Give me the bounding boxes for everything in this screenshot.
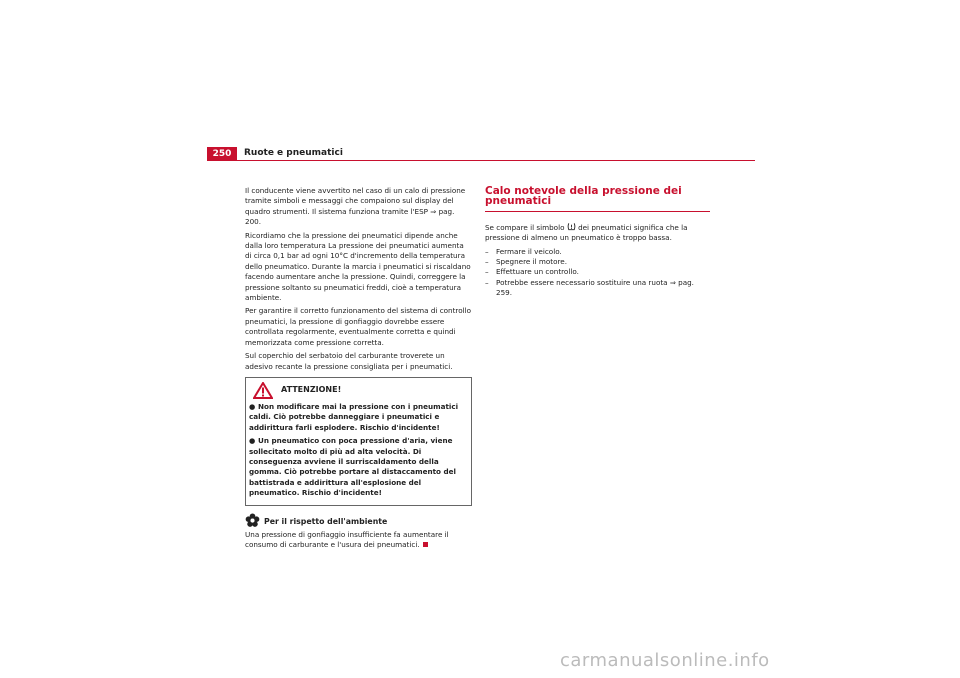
step-item: – Potrebbe essere necessario sostituire una ruota ⇒ pag. 259.: [485, 277, 694, 298]
paragraph-2: Ricordiamo che la pressione dei pneumatici dipende anche dalla loro temperatura La pressione dei pneumatici aumenta di circa 0,1 bar ad ogni 10°C d'incremento della temperatura dello pneumatico. Durante la marcia i pneumatici si riscaldano facendo aumentare anche la pressione. Quindi, correggere la pressione soltanto su pneumatici freddi, cioè a temperatura ambiente.: [245, 230, 471, 303]
watermark: carmanualsonline.info: [560, 650, 770, 671]
environment-title: Per il rispetto dell'ambiente: [264, 517, 388, 527]
flower-icon: [245, 513, 260, 528]
warning-header: [249, 382, 468, 399]
section-title: Calo notevole della pressione dei pneumatici: [485, 186, 710, 212]
warning-item: ● Un pneumatico con poca pressione d'aria, viene sollecitato molto di più ad alta velocità. Di conseguenza avviene il surriscaldamento della gomma. Ciò potrebbe portare al distaccamento del battistrada e addirittura all'esplosione del pneumatico. Rischio d'incidente!: [249, 436, 456, 498]
paragraph-3: Per garantire il corretto funzionamento del sistema di controllo pneumatici, la pressione di gonfiaggio dovrebbe essere controllata regolarmente, eventualmente corretta e quindi memorizzata come pressione corretta.: [245, 306, 472, 347]
chapter-title: Ruote e pneumatici: [244, 148, 343, 158]
page-number: 250: [207, 147, 237, 161]
tyre-pressure-icon: [567, 222, 576, 231]
end-of-section-mark: [423, 542, 428, 547]
left-column: [245, 186, 472, 553]
warning-box: [245, 377, 472, 506]
step-item: – Fermare il veicolo.: [485, 246, 562, 256]
environment-header: [245, 513, 472, 528]
step-item: – Spegnere il motore.: [485, 257, 567, 267]
paragraph-4: Sul coperchio del serbatoio del carburante troverete un adesivo recante la pressione consigliata per i pneumatici.: [245, 351, 453, 371]
paragraph-1: Il conducente viene avvertito nel caso di un calo di pressione tramite simboli e messaggi che compaiono sul display del quadro strumenti. Il sistema funziona tramite l'ESP ⇒ pag. 200.: [245, 186, 466, 227]
right-column: [485, 186, 712, 299]
environment-text: Una pressione di gonfiaggio insufficiente fa aumentare il consumo di carburante e l'usura dei pneumatici.: [245, 529, 449, 549]
warning-title: ATTENZIONE!: [281, 385, 342, 395]
step-item: – Effettuare un controllo.: [485, 267, 579, 277]
intro-paragraph: Se compare il simbolo dei pneumatici significa che la pressione di almeno un pneumatico è troppo bassa.: [485, 222, 688, 243]
warning-item: ● Non modificare mai la pressione con i pneumatici caldi. Ciò potrebbe danneggiare i pneumatici e addirittura farli esplodere. Rischio d'incidente!: [249, 401, 459, 432]
section-body: [485, 222, 712, 299]
header-rule: [207, 160, 755, 161]
warning-triangle-icon: [253, 382, 273, 399]
